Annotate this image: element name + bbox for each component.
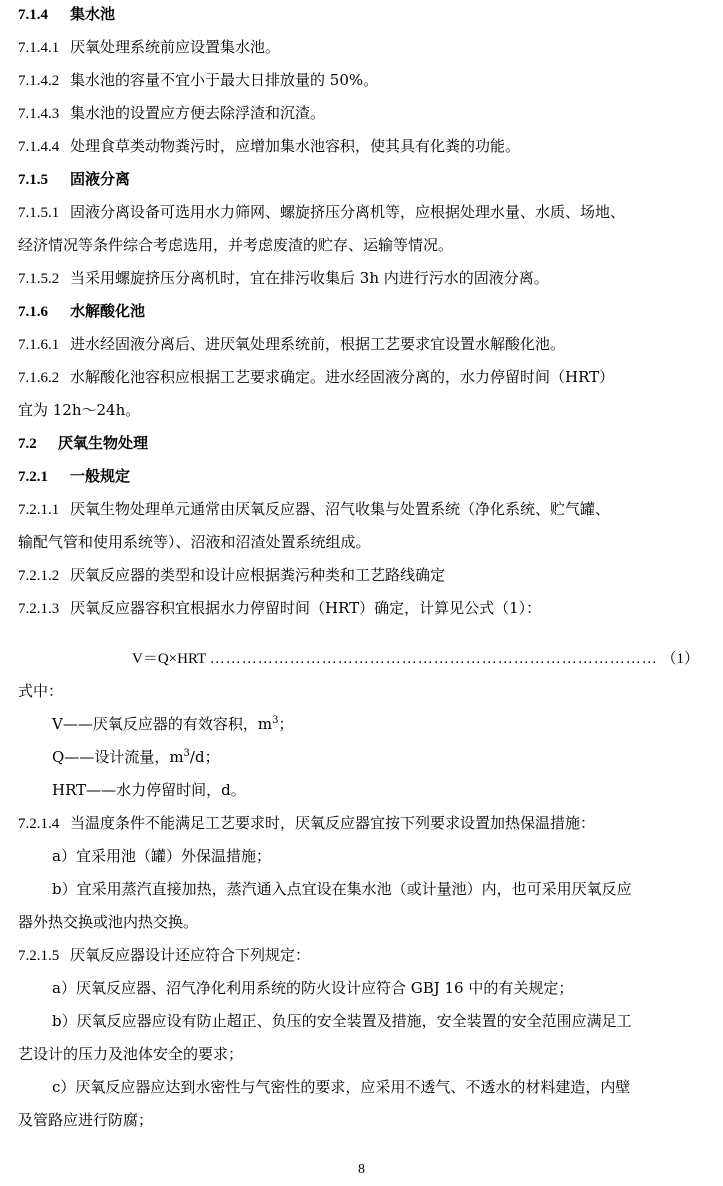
section-heading-7-1-5: 7.1.5 固液分离 (18, 170, 131, 188)
clause-7-1-4-2: 7.1.4.2 集水池的容量不宜小于最大日排放量的 50%。 (18, 71, 379, 89)
page-number: 8 (358, 1162, 365, 1177)
clause-7-1-5-2: 7.1.5.2 当采用螺旋挤压分离机时，宜在排污收集后 3h 内进行污水的固液分离。 (18, 269, 549, 287)
clause-7-2-1-5: 7.2.1.5 厌氧反应器设计还应符合下列规定： (18, 946, 311, 964)
clause-7-2-1-5-item-b: b）厌氧反应器应设有防止超正、负压的安全装置及措施，安全装置的安全范围应满足工 (52, 1012, 632, 1030)
section-heading-7-2-1: 7.2.1 一般规定 (18, 467, 131, 485)
variable-q-definition: Q——设计流量，$m^3/d$； (52, 748, 220, 766)
clause-7-1-5-1: 7.1.5.1 固液分离设备可选用水力筛网、螺旋挤压分离机等，应根据处理水量、水质、场地、 (18, 203, 626, 221)
clause-7-2-1-5-item-a: a）厌氧反应器、沼气净化利用系统的防火设计应符合 GBJ 16 中的有关规定； (52, 979, 574, 997)
formula-leader-dots: ………………………………………………………………………… (209, 651, 658, 667)
section-heading-7-1-6: 7.1.6 水解酸化池 (18, 302, 146, 320)
formula-1 (132, 648, 699, 670)
clause-7-1-6-2: 7.1.6.2 水解酸化池容积应根据工艺要求确定。进水经固液分离的，水力停留时间（HRT） (18, 368, 615, 386)
clause-7-1-6-2-continued: 宜为 12h～24h。 (18, 401, 141, 419)
variable-hrt-definition: HRT——水力停留时间，d。 (52, 781, 246, 799)
clause-7-1-5-1-continued: 经济情况等条件综合考虑选用，并考虑废渣的贮存、运输等情况。 (18, 236, 454, 254)
where-label: 式中： (18, 682, 64, 700)
formula-label: （1） (661, 651, 699, 667)
clause-7-2-1-5-item-c: c）厌氧反应器应达到水密性与气密性的要求，应采用不透气、不透水的材料建造，内壁 (52, 1078, 631, 1096)
clause-7-2-1-4-item-a: a）宜采用池（罐）外保温措施； (52, 847, 271, 865)
formula-expression: V＝Q×HRT (132, 651, 206, 667)
variable-v-definition: V——厌氧反应器的有效容积，$m^3$； (52, 715, 294, 733)
clause-7-2-1-3: 7.2.1.3 厌氧反应器容积宜根据水力停留时间（HRT）确定，计算见公式（1）： (18, 599, 542, 617)
clause-7-2-1-1: 7.2.1.1 厌氧生物处理单元通常由厌氧反应器、沼气收集与处置系统（净化系统、贮气罐、 (18, 500, 611, 518)
clause-7-1-4-4: 7.1.4.4 处理食草类动物粪污时，应增加集水池容积，使其具有化粪的功能。 (18, 137, 521, 155)
clause-7-2-1-2: 7.2.1.2 厌氧反应器的类型和设计应根据粪污种类和工艺路线确定 (18, 566, 446, 584)
clause-7-2-1-4-item-b: b）宜采用蒸汽直接加热，蒸汽通入点宜设在集水池（或计量池）内，也可采用厌氧反应 (52, 880, 632, 898)
clause-7-2-1-5-item-b-continued: 艺设计的压力及池体安全的要求； (18, 1045, 244, 1063)
clause-7-2-1-1-continued: 输配气管和使用系统等）、沼液和沼渣处置系统组成。 (18, 533, 371, 551)
clause-7-1-4-1: 7.1.4.1 厌氧处理系统前应设置集水池。 (18, 38, 281, 56)
clause-7-2-1-4-item-b-continued: 器外热交换或池内热交换。 (18, 913, 199, 931)
section-heading-7-1-4: 7.1.4 集水池 (18, 5, 116, 23)
clause-7-1-6-1: 7.1.6.1 进水经固液分离后、进厌氧处理系统前，根据工艺要求宜设置水解酸化池。 (18, 335, 566, 353)
clause-7-1-4-3: 7.1.4.3 集水池的设置应方便去除浮渣和沉渣。 (18, 104, 326, 122)
section-heading-7-2: 7.2 厌氧生物处理 (18, 434, 149, 452)
clause-7-2-1-5-item-c-continued: 及管路应进行防腐； (18, 1111, 154, 1129)
clause-7-2-1-4: 7.2.1.4 当温度条件不能满足工艺要求时，厌氧反应器宜按下列要求设置加热保温措施： (18, 814, 596, 832)
